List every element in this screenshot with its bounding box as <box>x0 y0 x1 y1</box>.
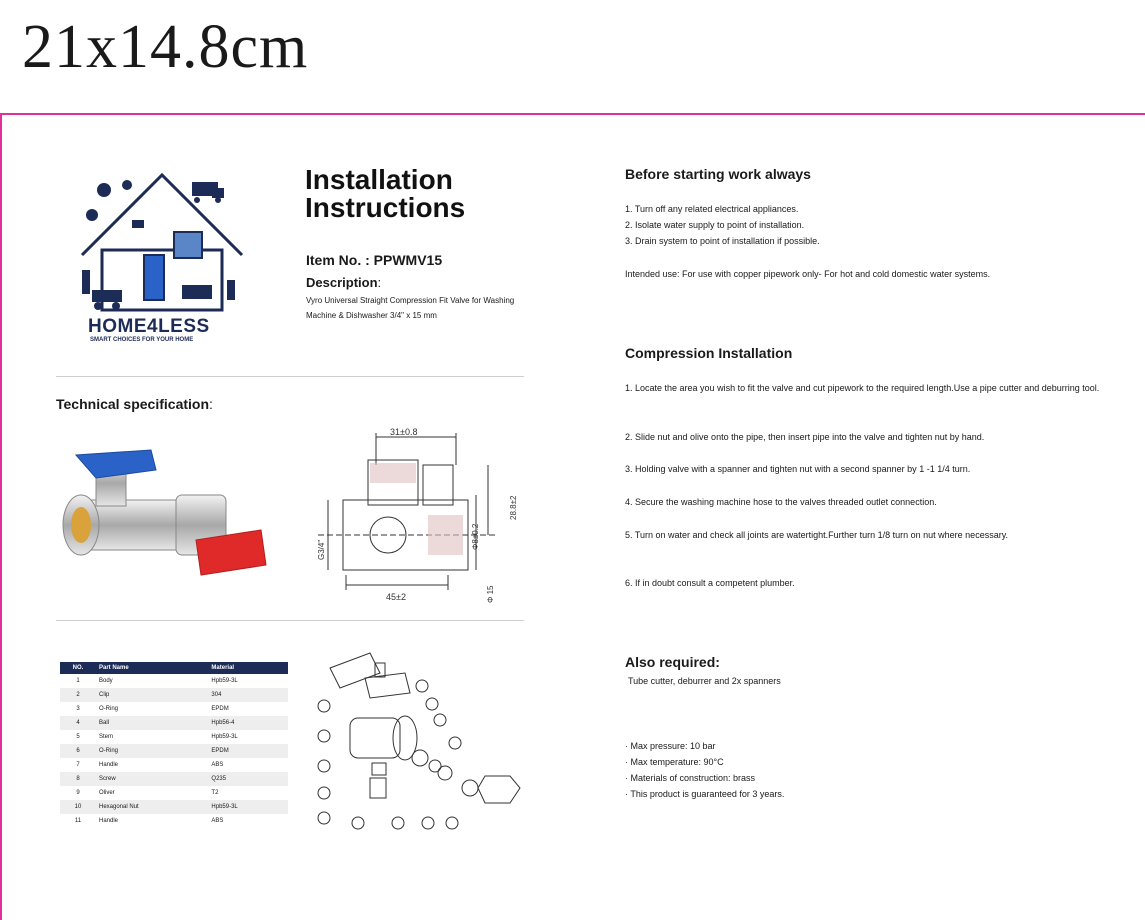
compression-step-3: 3. Holding valve with a spanner and tighten nut with a second spanner by 1 -1 1/4 turn. <box>625 464 971 474</box>
table-row <box>60 688 288 702</box>
part-no: 3 <box>76 706 80 712</box>
part-name: Handle <box>99 818 119 824</box>
technical-spec-heading: Technical specification: <box>56 396 213 412</box>
exploded-view-diagram <box>310 648 535 833</box>
list-item: · This product is guaranteed for 3 years. <box>625 789 785 799</box>
part-no: 8 <box>60 772 96 786</box>
table-row <box>60 744 288 758</box>
part-no: 11 <box>74 818 82 824</box>
also-required-text: Tube cutter, deburrer and 2x spanners <box>628 676 781 686</box>
compression-step-1: 1. Locate the area you wish to fit the valve and cut pipework to the required length.Use a pipe cutter and deburring tool. <box>625 383 1100 393</box>
part-material: T2 <box>211 790 219 796</box>
part-material: Hpb56-4 <box>208 716 288 730</box>
item-number: Item No. : PPWMV15 <box>306 252 443 268</box>
dim-left: G3/4" <box>317 539 326 560</box>
compression-step-4: 4. Secure the washing machine hose to the valves threaded outlet connection. <box>625 497 937 507</box>
part-name: Body <box>99 678 113 684</box>
divider <box>56 376 524 377</box>
part-material: ABS <box>211 818 224 824</box>
part-material: Hpb59-3L <box>211 734 238 740</box>
logo-tagline: SMART CHOICES FOR YOUR HOME <box>90 337 194 343</box>
part-material: ABS <box>211 762 224 768</box>
page-title <box>305 166 465 222</box>
part-name: Hexagonal Nut <box>96 800 208 814</box>
part-material: Q235 <box>208 772 288 786</box>
title-line-1: Installation <box>305 164 453 195</box>
part-material: Hpb59-3L <box>211 678 238 684</box>
parts-table <box>60 662 288 828</box>
list-item: 1. Turn off any related electrical appliances. <box>625 204 799 214</box>
column-header: NO. <box>60 662 96 674</box>
part-name: Clip <box>96 688 208 702</box>
valve-photo <box>56 440 278 590</box>
part-no: 9 <box>76 790 80 796</box>
list-item: · Max temperature: 90°C <box>625 757 724 767</box>
dim-top: 31±0.8 <box>390 427 418 437</box>
table-row <box>60 716 288 730</box>
column-header: Part Name <box>96 662 208 674</box>
list-item: 2. Isolate water supply to point of installation. <box>625 220 805 230</box>
divider <box>56 620 524 621</box>
compression-step-5: 5. Turn on water and check all joints are watertight.Further turn 1/8 turn on nut where necessary. <box>625 530 1009 540</box>
part-no: 7 <box>76 762 80 768</box>
part-no: 10 <box>60 800 96 814</box>
description-text: Vyro Universal Straight Compression Fit Valve for Washing Machine & Dishwasher 3/4" x 15 mm <box>306 296 515 320</box>
also-required-heading: Also required: <box>625 654 720 670</box>
table-row <box>60 702 288 716</box>
part-material: 304 <box>208 688 288 702</box>
compression-heading: Compression Installation <box>625 345 793 361</box>
part-no: 2 <box>60 688 96 702</box>
table-header-row <box>60 662 288 674</box>
description-heading: Description: <box>306 275 382 290</box>
compression-step-6: 6. If in doubt consult a competent plumber. <box>625 578 795 588</box>
part-no: 6 <box>60 744 96 758</box>
callout-numbers <box>318 680 461 829</box>
part-material: EPDM <box>211 706 229 712</box>
product-spec-list <box>625 738 784 802</box>
table-row <box>60 730 288 744</box>
part-material: Hpb59-3L <box>208 800 288 814</box>
part-name: Handle <box>99 762 119 768</box>
dim-right-1: 28.8±2 <box>509 495 518 520</box>
size-label: 21x14.8cm <box>22 13 309 81</box>
table-row <box>60 758 288 772</box>
part-name: O-Ring <box>96 744 208 758</box>
intended-use: Intended use: For use with copper pipework only- For hot and cold domestic water systems. <box>625 269 991 279</box>
column-header: Material <box>208 662 288 674</box>
dim-bottom: 45±2 <box>386 592 406 602</box>
part-name: Stem <box>99 734 114 740</box>
list-item: · Materials of construction: brass <box>625 773 756 783</box>
part-material: EPDM <box>208 744 288 758</box>
technical-drawing <box>298 425 523 605</box>
dim-right-3: Φ 15 <box>486 585 495 603</box>
dim-right-2: Φ8±0.2 <box>471 523 480 550</box>
compression-step-2: 2. Slide nut and olive onto the pipe, then insert pipe into the valve and tighten nut by hand. <box>625 432 985 442</box>
part-name: Ball <box>96 716 208 730</box>
part-name: O-Ring <box>99 706 119 712</box>
part-name: Oliver <box>99 790 115 796</box>
part-no: 4 <box>60 716 96 730</box>
part-no: 5 <box>76 734 80 740</box>
list-item: 3. Drain system to point of installation if possible. <box>625 236 820 246</box>
logo-wordmark: HOME4LESS <box>88 316 210 337</box>
part-name: Screw <box>96 772 208 786</box>
list-item: · Max pressure: 10 bar <box>625 741 716 751</box>
table-row <box>60 800 288 814</box>
title-line-2: Instructions <box>305 192 466 223</box>
table-row <box>60 772 288 786</box>
table-row <box>60 814 288 828</box>
table-row <box>60 786 288 800</box>
before-starting-heading: Before starting work always <box>625 166 811 182</box>
before-starting-list <box>625 201 820 249</box>
table-row <box>60 674 288 688</box>
part-no: 1 <box>76 678 80 684</box>
